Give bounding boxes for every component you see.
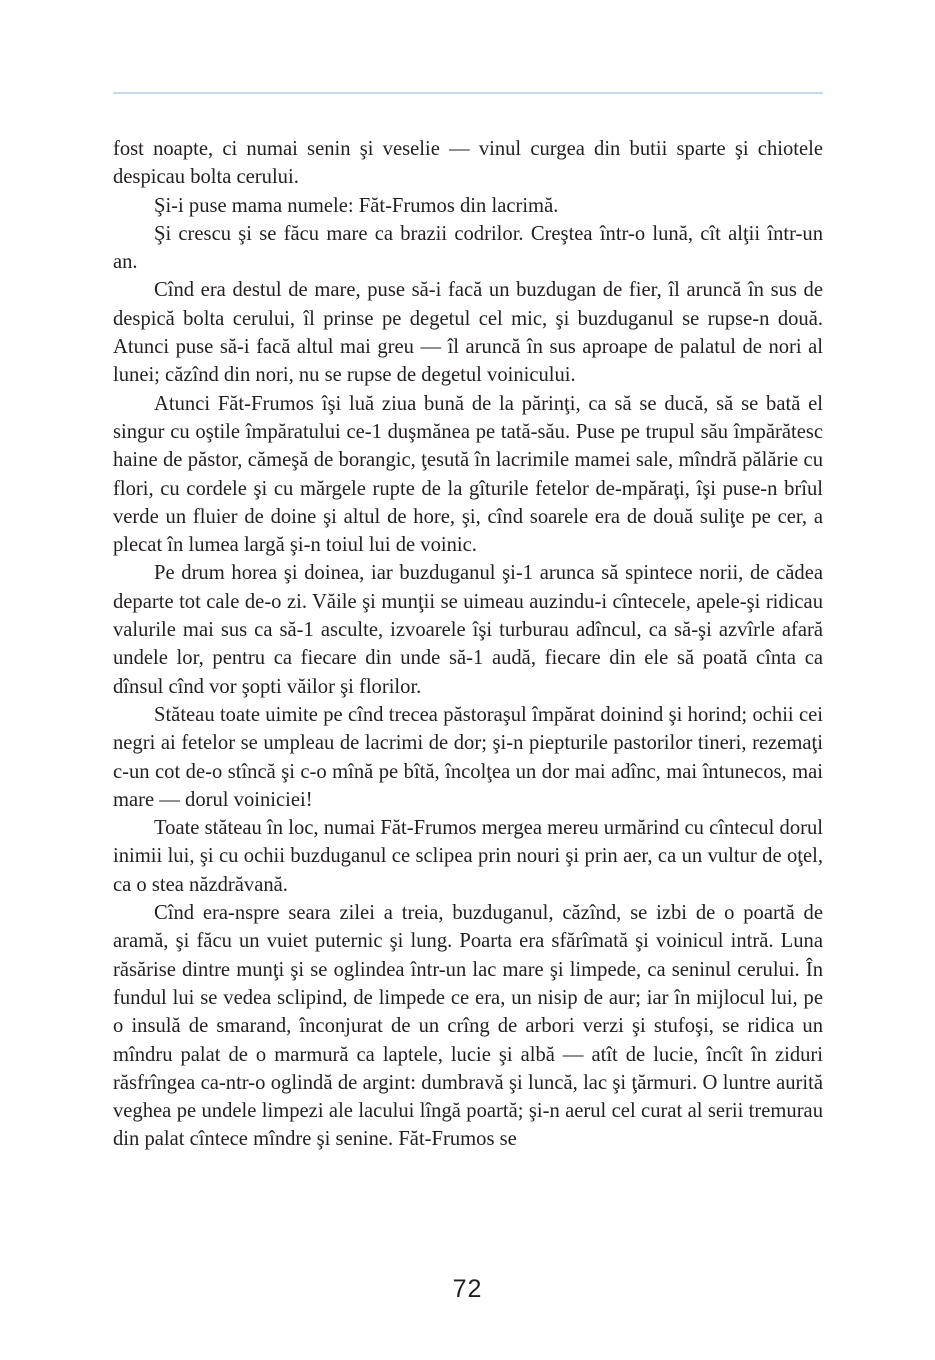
paragraph-6: Pe drum horea şi doinea, iar buzduganul şi-1 arunca să spintece norii, de cădea departe tot cale de-o zi. Văile şi munţii se uimeau auzindu-i cîntecele, apele-şi ridicau valurile mai sus ca să-1 asculte, izvoarele îşi turburau adîncul, ca să-şi azvîrle afară undele lor, pentru ca fiecare din unde să-1 audă, fiecare din ele să poată cînta ca dînsul cînd vor şopti văilor şi florilor. — [113, 562, 823, 698]
header-rule — [113, 92, 823, 94]
paragraph-3: Şi crescu şi se făcu mare ca brazii codrilor. Creştea într-o lună, cît alţii într-un an. — [113, 222, 823, 274]
paragraph-8: Toate stăteau în loc, numai Făt-Frumos mergea mereu urmărind cu cîntecul dorul inimii lui, şi cu ochii buzduganul ce sclipea prin nouri şi prin aer, ca un vultur de oţel, ca o stea năzdrăvană. — [113, 817, 823, 896]
paragraph-1: fost noapte, ci numai senin şi veselie — vinul curgea din butii sparte şi chiotele despicau bolta cerului. — [113, 138, 823, 189]
paragraph-2: Şi-i puse mama numele: Făt-Frumos din lacrimă. — [154, 194, 559, 217]
paragraph-4: Cînd era destul de mare, puse să-i facă un buzdugan de fier, îl aruncă în sus de despică bolta cerului, îl prinse pe degetul cel mic, şi buzduganul se rupse-n două. Atunci puse să-i facă altul mai greu — îl aruncă în sus aproape de palatul de nori al lunei; căzînd din nori, nu se rupse de degetul voinicului. — [113, 279, 823, 387]
body-text — [113, 135, 823, 1154]
page-number: 72 — [452, 1275, 483, 1303]
paragraph-5: Atunci Făt-Frumos îşi luă ziua bună de la părinţi, ca să se ducă, să se bată el singur cu oştile împăratului ce-1 duşmănea pe tată-său. Puse pe trupul său împărătesc haine de păstor, cămeşă de borangic, ţesută în lacrimile mamei sale, mîndră pălărie cu flori, cu cordele şi cu mărgele rupte de la gîturile fetelor de-mpăraţi, îşi puse-n brîul verde un fluier de doine şi altul de hore, şi, cînd soarele era de două suliţe pe cer, a plecat în lumea largă şi-n toiul lui de voinic. — [113, 392, 823, 557]
paragraph-7: Stăteau toate uimite pe cînd trecea păstoraşul împărat doinind şi horind; ochii cei negri ai fetelor se umpleau de lacrimi de dor; şi-n piepturile pastorilor tineri, rezemaţi c-un cot de-o stîncă şi c-o mînă pe bîtă, încolţea un dor mai adînc, mai întunecos, mai mare — dorul voiniciei! — [113, 703, 823, 811]
paragraph-9: Cînd era-nspre seara zilei a treia, buzduganul, căzînd, se izbi de o poartă de aramă, şi făcu un vuiet puternic şi lung. Poarta era sfărîmată şi voinicul intră. Luna răsărise dintre munţi şi se oglindea într-un lac mare şi limpede, ca seninul cerului. În fundul lui se vedea sclipind, de limpede ce era, un nisip de aur; iar în mijlocul lui, pe o insulă de smarand, înconjurat de un crîng de arbori verzi şi stufoşi, se ridica un mîndru palat de o marmură ca laptele, lucie şi albă — atît de lucie, încît în ziduri răsfrîngea ca-ntr-o oglindă de argint: dumbravă şi luncă, lac şi ţărmuri. O luntre aurită veghea pe undele limpezi ale lacului lîngă poartă; şi-n aerul cel curat al serii tremurau din palat cîntece mîndre şi senine. Făt-Frumos se — [113, 902, 823, 1151]
